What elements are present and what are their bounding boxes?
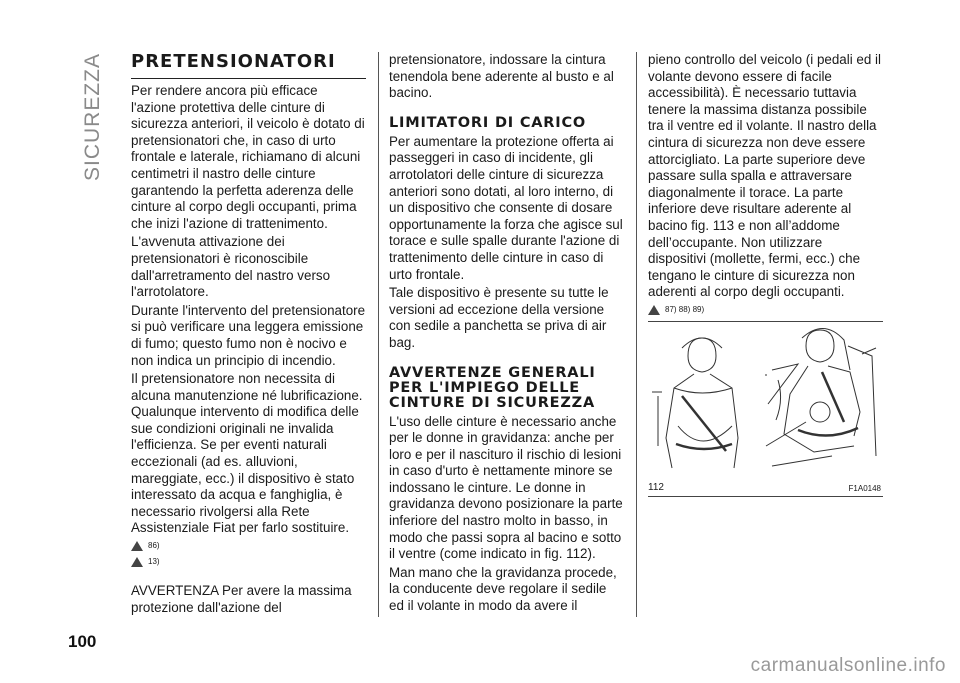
column-3 xyxy=(648,52,883,317)
figure-number: 112 xyxy=(648,482,664,493)
paragraph: L'uso delle cinture è necessario anche per le donne in gravidanza: anche per loro e per il nascituro il rischio di lesioni in caso d'urto è nettamente minore se indossano le cinture. Le donne in gravidanza devono posizionare la parte inferiore del nastro molto in basso, in modo che passi sopra al bacino e sotto il ventre (come indicato in fig. 112). xyxy=(389,413,623,562)
warning-triangle-icon xyxy=(648,305,660,315)
caution-reference: 13) xyxy=(131,555,366,569)
paragraph: pieno controllo del veicolo (i pedali ed il volante devono essere di facile accessibilità). È necessario tuttavia tenere la massima distanza possibile tra il ventre ed il volante. Il nastro della cintura di sicurezza non deve essere attorcigliato. La parte superiore deve passare sulla spalla e attraversare diagonalmente il torace. La parte inferiore deve risultare aderente al bacino fig. 113 e non all’addome dell’occupante. Non utilizzare dispositivi (mollette, fermi, ecc.) che tengano le cinture di sicurezza non aderenti al corpo degli occupanti. xyxy=(648,52,881,300)
figure-112 xyxy=(648,321,883,497)
paragraph-avvertenza: AVVERTENZA Per avere la massima protezione dall'azione del xyxy=(131,583,352,615)
paragraph: Durante l'intervento del pretensionatore si può verificare una leggera emissione di fumo; questo fumo non è nocivo e non indica un principio di incendio. xyxy=(131,302,366,368)
warning-reference: 86) xyxy=(131,539,366,553)
heading-limitatori: LIMITATORI DI CARICO xyxy=(389,114,587,131)
caution-triangle-icon xyxy=(131,557,143,567)
paragraph: Tale dispositivo è presente su tutte le versioni ad eccezione della versione con sedile a panchetta se priva di air bag. xyxy=(389,285,609,350)
paragraph: L'avvenuta attivazione dei pretensionatori è riconoscibile dall'arretramento del nastro verso l'arrotolatore. xyxy=(131,234,331,300)
paragraph: Man mano che la gravidanza procede, la conducente deve regolare il sedile ed il volante in modo da avere il xyxy=(389,564,617,614)
paragraph: Per rendere ancora più efficace l'azione protettiva delle cinture di sicurezza anteriori, il veicolo è dotato di pretensionatori che, in caso di urto frontale e laterale, richiamano di alcuni centimetri il nastro delle cinture garantendo la perfetta aderenza delle cinture al corpo degli occupanti, prima che inizi l'azione di trattenimento. xyxy=(131,83,365,231)
column-divider xyxy=(636,52,637,617)
column-1 xyxy=(131,52,366,618)
section-side-tab xyxy=(78,52,108,182)
heading-avvertenze: AVVERTENZE GENERALI PER L'IMPIEGO DELLE CINTURE DI SICUREZZA xyxy=(389,364,596,411)
paragraph: pretensionatore, indossare la cintura tenendola bene aderente al busto e al bacino. xyxy=(389,52,614,101)
pregnant-seatbelt-illustration xyxy=(648,326,883,476)
paragraph: Il pretensionatore non necessita di alcuna manutenzione né lubrificazione. Qualunque intervento di modifica delle sue condizioni originali ne invalida l'efficienza. Se per eventi naturali eccezionali (ad es. alluvioni, mareggiate, ecc.) il dispositivo è stato interessato da acqua e fanghiglia, è necessario rivolgersi alla Rete Assistenziale Fiat per farlo sostituire. xyxy=(131,371,363,536)
watermark: carmanualsonline.info xyxy=(750,655,946,676)
paragraph: Per aumentare la protezione offerta ai passeggeri in caso di incidente, gli arrotolatori delle cinture di sicurezza anteriori sono dotati, al loro interno, di un dispositivo che consente di dosare opportunamente la forza che agisce sul torace e sulle spalle durante l'azione di trattenimento delle cinture in caso di urto frontale. xyxy=(389,133,623,282)
page-number: 100 xyxy=(68,632,97,651)
column-divider xyxy=(378,52,379,617)
warning-reference: 87) 88) 89) xyxy=(648,303,883,317)
column-2 xyxy=(389,52,624,617)
heading-pretensionatori: PRETENSIONATORI xyxy=(131,52,366,79)
warning-triangle-icon xyxy=(131,541,143,551)
section-label: SICUREZZA xyxy=(81,52,104,182)
figure-code: F1A0148 xyxy=(848,484,881,493)
